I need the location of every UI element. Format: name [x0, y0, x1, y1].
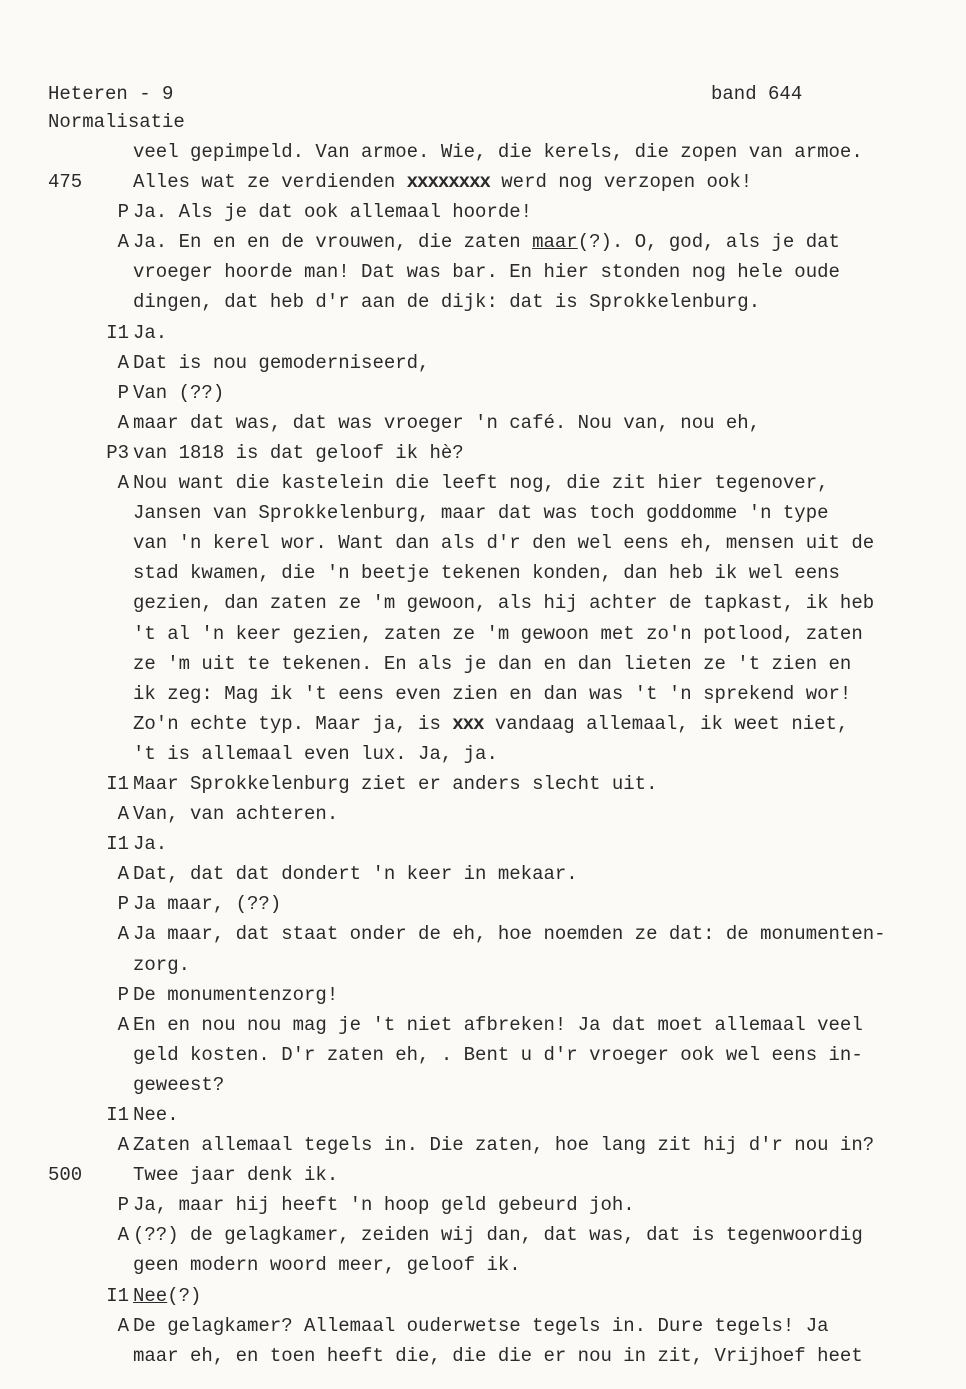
- speaker-label: A: [117, 472, 129, 495]
- transcript-line: [0, 1190, 966, 1220]
- line-text: En en nou nou mag je 't niet afbreken! Ja dat moet allemaal veel: [133, 1013, 863, 1036]
- header-left: [48, 80, 185, 136]
- transcript-line: [0, 137, 966, 167]
- speaker-label: A: [117, 863, 129, 886]
- line-text: gezien, dan zaten ze 'm gewoon, als hij achter de tapkast, ik heb: [133, 592, 875, 615]
- line-text: Maar Sprokkelenburg ziet er anders slecht uit.: [133, 772, 658, 795]
- line-text: Jansen van Sprokkelenburg, maar dat was toch goddomme 'n type: [133, 502, 829, 525]
- line-text: van 'n kerel wor. Want dan als d'r den wel eens eh, mensen uit de: [133, 532, 875, 555]
- transcript-line: [0, 197, 966, 227]
- speaker-label: A: [117, 1013, 129, 1036]
- line-text: (??) de gelagkamer, zeiden wij dan, dat was, dat is tegenwoordig: [133, 1224, 863, 1247]
- line-text: stad kwamen, die 'n beetje tekenen konden, dan heb ik wel eens: [133, 562, 840, 585]
- transcript-line: [0, 709, 966, 739]
- transcript-line: [0, 1160, 966, 1190]
- transcript-line: [0, 1040, 966, 1070]
- line-text: Dat, dat dat dondert 'n keer in mekaar.: [133, 863, 578, 886]
- speaker-label: I1: [106, 833, 129, 856]
- line-text: Van (??): [133, 381, 225, 404]
- speaker-label: I1: [106, 1104, 129, 1126]
- line-text: Ja maar, (??): [133, 893, 282, 916]
- line-text: geweest?: [133, 1073, 225, 1096]
- transcript-line: [0, 980, 966, 1010]
- speaker-label: A: [117, 1314, 129, 1337]
- struck-out-text: xxxxxxxx: [406, 171, 490, 194]
- transcript-line: [0, 318, 966, 348]
- transcript-line: [0, 1281, 966, 1311]
- transcript-line: [0, 799, 966, 829]
- speaker-label: I1: [106, 1284, 129, 1307]
- transcript-line: [0, 408, 966, 438]
- underlined-text: Nee: [133, 1284, 168, 1307]
- line-text: maar dat was, dat was vroeger 'n café. Nou van, nou eh,: [133, 411, 761, 434]
- line-text: vroeger hoorde man! Dat was bar. En hier stonden nog hele oude: [133, 261, 840, 284]
- transcript-line: [0, 287, 966, 317]
- transcript-line: [0, 1311, 966, 1341]
- line-text: Zaten allemaal tegels in. Die zaten, hoe lang zit hij d'r nou in?: [133, 1134, 875, 1157]
- line-text: Ja.: [133, 321, 168, 344]
- transcript-line: [0, 1010, 966, 1040]
- speaker-label: I1: [106, 321, 129, 344]
- line-text: Ja. En en en de vrouwen, die zaten maar(?). O, god, als je dat: [133, 231, 840, 254]
- transcript-line: [0, 348, 966, 378]
- line-text: Nee(?): [133, 1284, 202, 1307]
- transcript-line: [0, 438, 966, 468]
- line-text: De monumentenzorg!: [133, 983, 339, 1006]
- speaker-label: A: [117, 1134, 129, 1157]
- transcript-line: [0, 257, 966, 287]
- speaker-label: A: [117, 1224, 129, 1247]
- line-number: 500: [48, 1164, 83, 1187]
- transcript-line: [0, 498, 966, 528]
- line-text: Ja maar, dat staat onder de eh, hoe noemden ze dat: de monumenten-: [133, 923, 886, 946]
- speaker-label: P: [117, 983, 129, 1006]
- speaker-label: P: [117, 893, 129, 916]
- line-text: De gelagkamer? Allemaal ouderwetse tegels in. Dure tegels! Ja: [133, 1314, 829, 1337]
- transcript-line: [0, 889, 966, 919]
- transcript-line: [0, 1250, 966, 1280]
- line-text: van 1818 is dat geloof ik hè?: [133, 441, 464, 464]
- transcript-line: [0, 859, 966, 889]
- transcript-line: [0, 649, 966, 679]
- transcript-line: [0, 468, 966, 498]
- line-text: Twee jaar denk ik.: [133, 1164, 339, 1187]
- line-text: ik zeg: Mag ik 't eens even zien en dan was 't 'n sprekend wor!: [133, 682, 852, 705]
- line-text: 't al 'n keer gezien, zaten ze 'm gewoon met zo'n potlood, zaten: [133, 622, 863, 645]
- transcript-line: [0, 619, 966, 649]
- line-text: veel gepimpeld. Van armoe. Wie, die kerels, die zopen van armoe.: [133, 141, 863, 163]
- line-text: Ja, maar hij heeft 'n hoop geld gebeurd joh.: [133, 1194, 635, 1217]
- line-text: Dat is nou gemoderniseerd,: [133, 351, 430, 374]
- line-text: Nou want die kastelein die leeft nog, die zit hier tegenover,: [133, 472, 829, 495]
- line-number: 475: [48, 171, 83, 194]
- transcript-line: [0, 1070, 966, 1100]
- underlined-text: maar: [532, 231, 578, 254]
- transcript-line: [0, 1220, 966, 1250]
- transcript-line: [0, 558, 966, 588]
- transcript-line: [0, 950, 966, 980]
- transcript-line: [0, 528, 966, 558]
- transcript-line: [0, 829, 966, 859]
- speaker-label: A: [117, 351, 129, 374]
- struck-out-text: xxx: [452, 712, 484, 735]
- speaker-label: A: [117, 231, 129, 254]
- transcript-line: [0, 227, 966, 257]
- line-text: Nee.: [133, 1104, 179, 1126]
- transcript-line: [0, 679, 966, 709]
- speaker-label: P3: [106, 441, 129, 464]
- band-number: band 644: [711, 83, 803, 105]
- speaker-label: P: [117, 201, 129, 224]
- transcript-line: [0, 1341, 966, 1371]
- transcript-body: [0, 137, 966, 1371]
- transcript-line: [0, 739, 966, 769]
- line-text: Zo'n echte typ. Maar ja, is xxx vandaag allemaal, ik weet niet,: [133, 712, 849, 735]
- line-text: ze 'm uit te tekenen. En als je dan en dan lieten ze 't zien en: [133, 652, 852, 675]
- line-text: Ja.: [133, 833, 168, 856]
- line-text: zorg.: [133, 953, 191, 976]
- transcript-line: [0, 769, 966, 799]
- transcript-line: [0, 919, 966, 949]
- document-subtitle: Normalisatie: [48, 111, 185, 133]
- line-text: geen modern woord meer, geloof ik.: [133, 1254, 521, 1277]
- line-text: geld kosten. D'r zaten eh, . Bent u d'r vroeger ook wel eens in-: [133, 1043, 863, 1066]
- speaker-label: A: [117, 411, 129, 434]
- line-text: Alles wat ze verdienden xxxxxxxx werd nog verzopen ook!: [133, 171, 753, 194]
- transcript-line: [0, 1100, 966, 1130]
- line-text: Ja. Als je dat ook allemaal hoorde!: [133, 201, 533, 224]
- speaker-label: P: [117, 381, 129, 404]
- transcript-line: [0, 167, 966, 197]
- document-title: Heteren - 9: [48, 83, 174, 105]
- line-text: dingen, dat heb d'r aan de dijk: dat is Sprokkelenburg.: [133, 291, 761, 314]
- transcript-line: [0, 1130, 966, 1160]
- speaker-label: A: [117, 923, 129, 946]
- line-text: maar eh, en toen heeft die, die die er nou in zit, Vrijhoef heet: [133, 1344, 863, 1367]
- speaker-label: I1: [106, 772, 129, 795]
- transcript-line: [0, 378, 966, 408]
- speaker-label: A: [117, 803, 129, 826]
- line-text: 't is allemaal even lux. Ja, ja.: [133, 742, 498, 765]
- speaker-label: P: [117, 1194, 129, 1217]
- line-text: Van, van achteren.: [133, 803, 339, 826]
- transcript-line: [0, 588, 966, 618]
